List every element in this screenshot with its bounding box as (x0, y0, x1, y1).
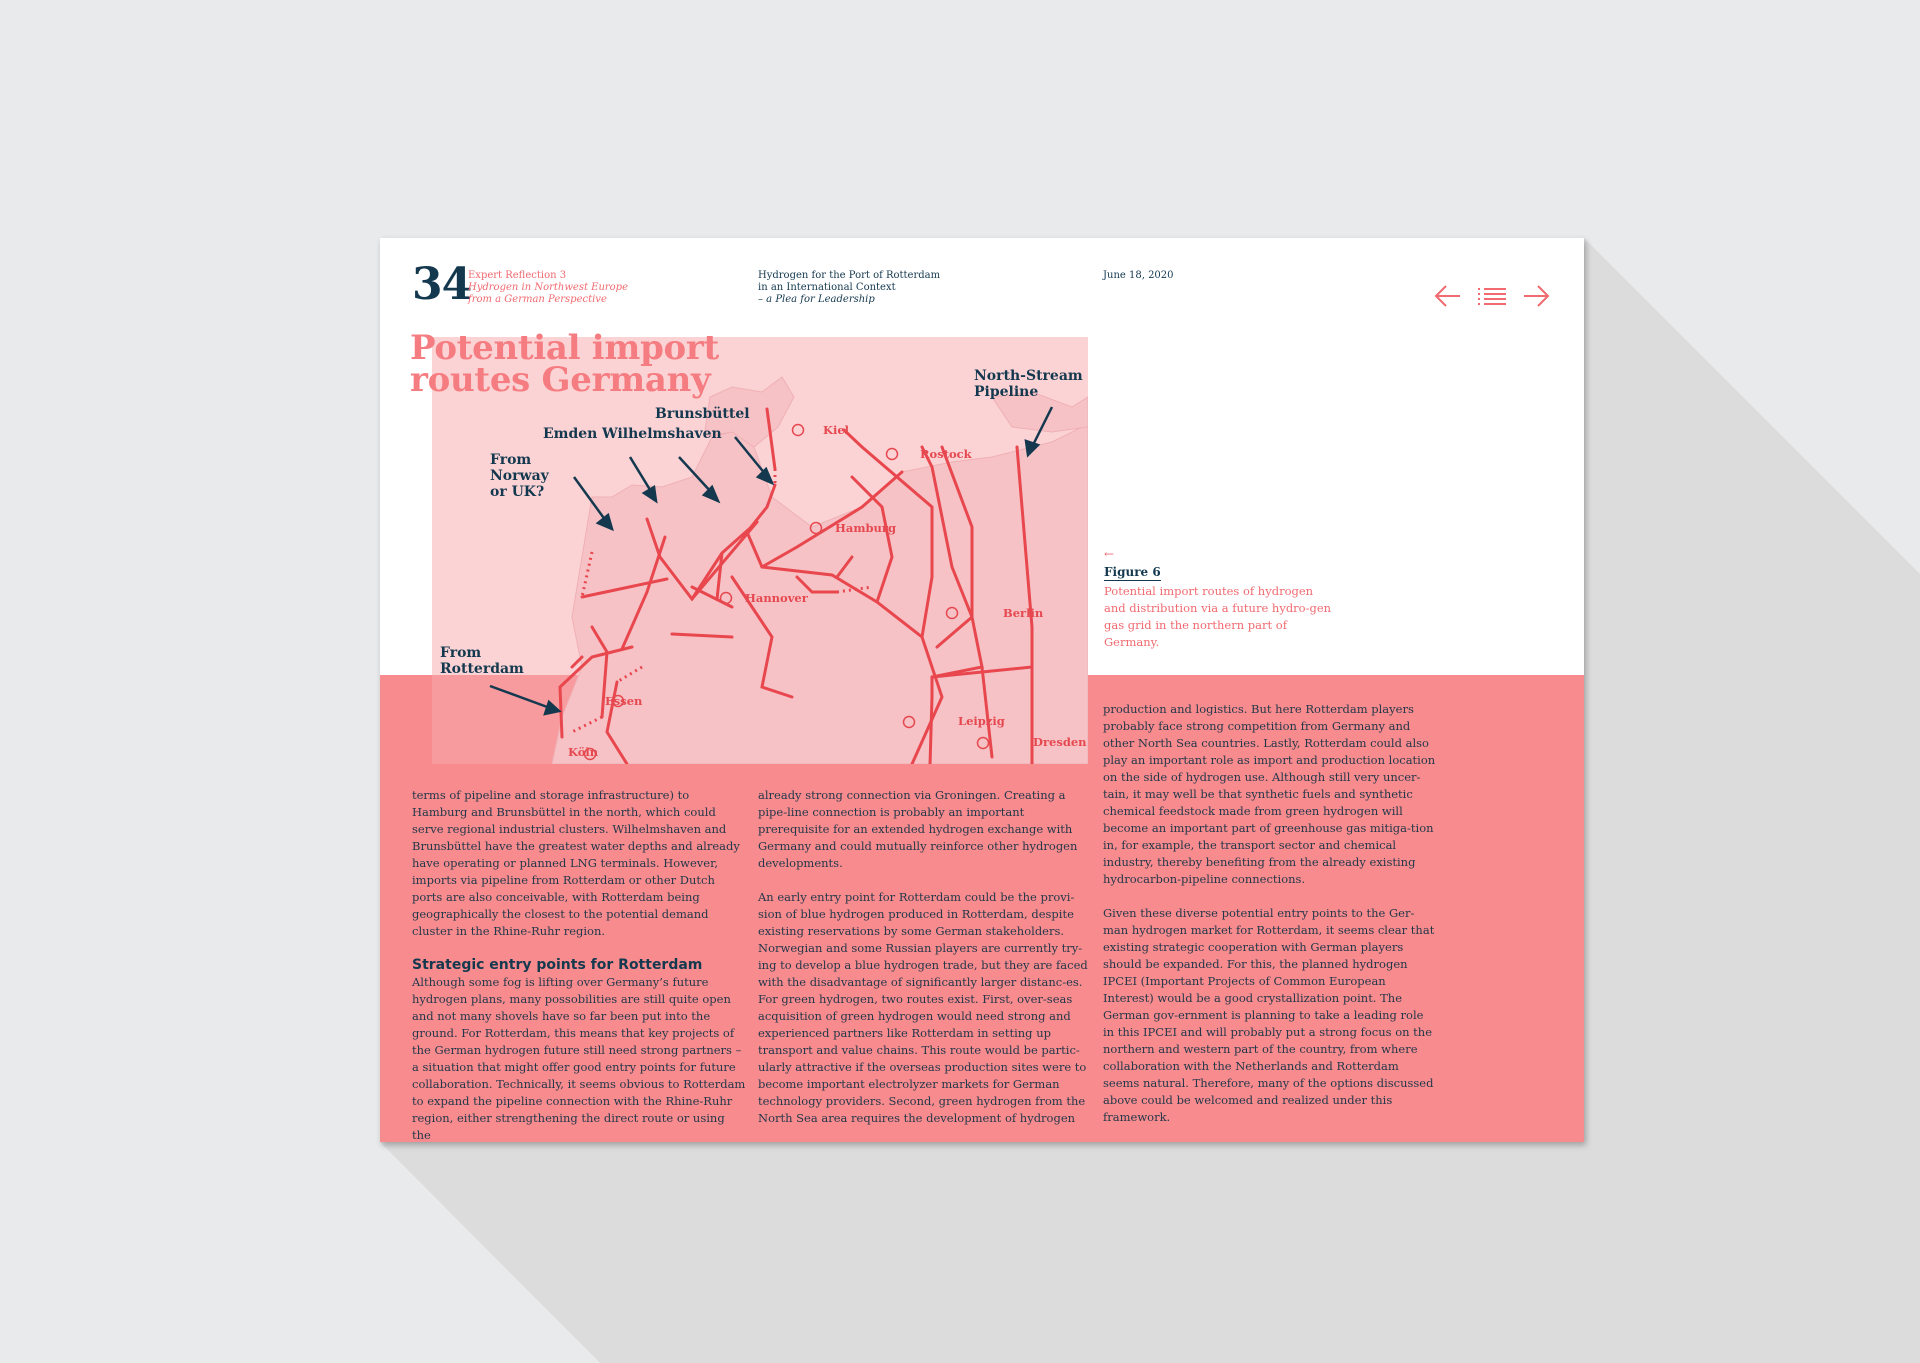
label-from-rotterdam: From Rotterdam (440, 645, 524, 677)
city-label-essen: Essen (605, 694, 643, 708)
document-title-line-2: in an International Context (758, 282, 896, 293)
label-wilhelmshaven: Wilhelmshaven (602, 426, 722, 442)
body-column-2 (758, 787, 1093, 1142)
menu-list-icon (1476, 282, 1508, 310)
document-title (758, 270, 978, 306)
paragraph: Although some fog is lifting over Germany’s future hydrogen plans, many possobilities are still quite open and not many shovels have so far been put into the ground. For Rotterdam, this means that key projects of the German hydrogen future still need strong partners – a situation that might offer good entry points for future collaboration. Technically, it seems obvious to Rotterdam to expand the pipeline connection with the Rhine-Ruhr region, either strengthening the direct route or using the (412, 975, 746, 1142)
section-info (468, 270, 668, 306)
section-subtitle-line-2: from a German Perspective (468, 294, 607, 305)
figure-caption-text: Potential import routes of hydrogen and distribution via a future hydro-gen gas grid in the northern part of Germany. (1104, 584, 1332, 649)
city-label-leipzig: Leipzig (958, 714, 1005, 728)
map-figure (432, 337, 1088, 764)
label-brunsbuttel: Brunsbüttel (655, 406, 750, 422)
figure-caption (1104, 547, 1334, 651)
city-label-hamburg: Hamburg (835, 521, 896, 535)
table-of-contents-button[interactable] (1476, 282, 1508, 310)
document-title-line-3: – a Plea for Leadership (758, 294, 875, 305)
city-label-kiel: Kiel (823, 423, 850, 437)
arrow-left-icon (1432, 282, 1464, 310)
page-number: 34 (412, 259, 472, 310)
document-title-line-1: Hydrogen for the Port of Rotterdam (758, 270, 941, 281)
page-navigation (1432, 282, 1556, 310)
label-from-norway: From Norway or UK? (490, 452, 549, 500)
figure-title-line-1: Potential import (410, 328, 719, 368)
paragraph: terms of pipeline and storage infrastructure) to Hamburg and Brunsbüttel in the north, which could serve regional industrial clusters. Wilhelmshaven and Brunsbüttel have the greatest water depths and already have operating or planned LNG terminals. However, imports via pipeline from Rotterdam or other Dutch ports are also conceivable, with Rotterdam being geographically the closest to the potential demand cluster in the Rhine-Ruhr region. (412, 788, 740, 938)
city-label-koln: Köln (568, 745, 599, 759)
city-label-rostock: Rostock (920, 447, 972, 461)
body-column-1 (412, 787, 747, 1142)
pipeline-map (432, 337, 1088, 764)
section-label: Expert Reflection 3 (468, 270, 567, 281)
section-subtitle-line-1: Hydrogen in Northwest Europe (468, 282, 629, 293)
body-column-3 (1103, 701, 1438, 1142)
caption-back-arrow-icon[interactable]: ← (1104, 547, 1115, 561)
paragraph: already strong connection via Groningen. Creating a pipe-line connection is probably an important prerequisite for an extended hydrogen exchange with Germany and could mutually reinforce other hydrogen developments. (758, 788, 1078, 870)
figure-title-line-2: routes Germany (410, 360, 711, 400)
figure-title (410, 328, 830, 400)
section-heading: Strategic entry points for Rotterdam (412, 957, 703, 973)
document-page (380, 238, 1584, 1142)
paragraph: An early entry point for Rotterdam could be the provi-sion of blue hydrogen produced in Rotterdam, despite existing reservations by some German stakeholders. Norwegian and some Russian players are currently try-ing to develop a blue hydrogen trade, but they are faced with the disadvantage of significantly larger distanc-es. For green hydrogen, two routes exist. First, over-seas acquisition of green hydrogen would need strong and experienced partners like Rotterdam in setting up transport and value chains. This route would be partic-ularly attractive if the overseas production sites were to become important electrolyzer markets for German technology providers. Second, green hydrogen from the North Sea area requires the development of hydrogen (758, 890, 1088, 1125)
city-label-hannover: Hannover (745, 591, 808, 605)
city-label-berlin: Berlin (1003, 606, 1044, 620)
document-date: June 18, 2020 (1103, 270, 1174, 281)
next-page-button[interactable] (1520, 282, 1552, 310)
city-label-dresden: Dresden (1033, 735, 1087, 749)
label-north-stream: North-Stream Pipeline (974, 368, 1083, 400)
arrow-right-icon (1520, 282, 1552, 310)
paragraph: Given these diverse potential entry points to the Ger-man hydrogen market for Rotterdam, it seems clear that existing strategic cooperation with German players should be expanded. For this, the planned hydrogen IPCEI (Important Projects of Common European Interest) would be a good crystallization point. The German gov-ernment is planning to take a leading role in this IPCEI and will probably put a strong focus on the northern and western part of the country, from where collaboration with the Netherlands and Rotterdam seems natural. Therefore, many of the options discussed above could be welcomed and realized under this framework. (1103, 906, 1435, 1124)
paragraph: production and logistics. But here Rotterdam players probably face strong competition from Germany and other North Sea countries. Lastly, Rotterdam could also play an important role as import and production location on the side of hydrogen use. Although still very uncer-tain, it may well be that synthetic fuels and synthetic chemical feedstock made from green hydrogen will become an important part of greenhouse gas mitiga-tion in, for example, the transport sector and chemical industry, thereby benefiting from the already existing hydrocarbon-pipeline connections. (1103, 702, 1436, 886)
figure-caption-title[interactable]: Figure 6 (1104, 565, 1161, 579)
label-emden: Emden (543, 426, 598, 442)
previous-page-button[interactable] (1432, 282, 1464, 310)
